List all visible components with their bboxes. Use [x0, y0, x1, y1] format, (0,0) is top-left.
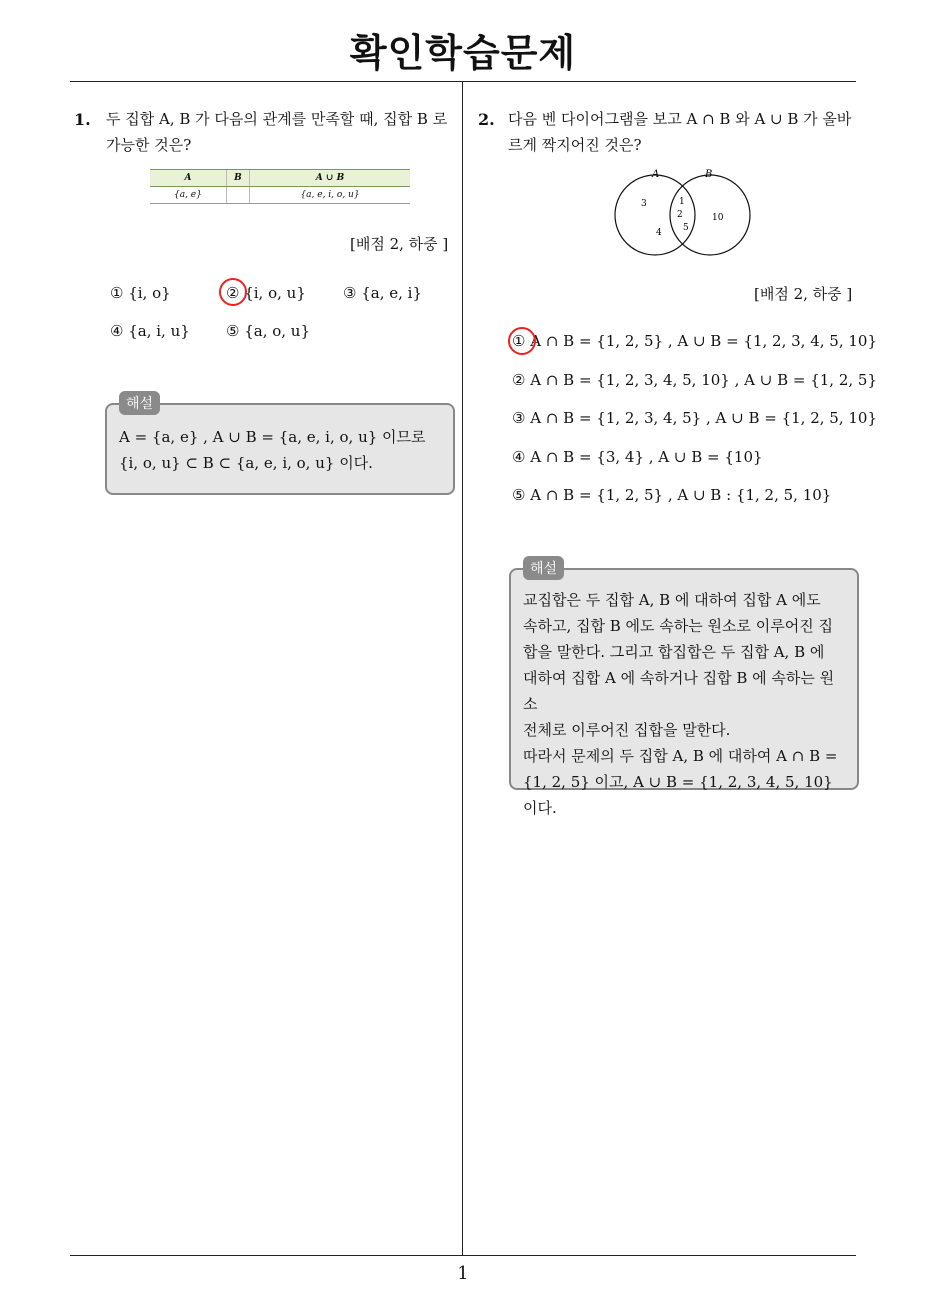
venn-label-b: B	[705, 169, 713, 180]
q2-explanation-line: 교집합은 두 집합 A, B 에 대하여 집합 A 에도	[523, 591, 821, 609]
q1-table	[150, 169, 410, 204]
venn-a-only-value: 3	[641, 199, 647, 209]
q2-explanation-line: 합을 말한다. 그리고 합집합은 두 집합 A, B 에	[523, 643, 825, 661]
q1-table-cell-b	[226, 187, 249, 204]
page-title: 확인학습문제	[349, 31, 577, 75]
venn-intersection-value: 1	[679, 197, 685, 207]
q1-answer-mark	[219, 278, 247, 306]
q1-table-cell-union: {a, e, i, o, u}	[250, 187, 410, 204]
page-number: 1	[457, 1263, 469, 1284]
q1-choice-5[interactable]: ⑤ {a, o, u}	[226, 322, 311, 340]
q1-text	[106, 106, 456, 158]
venn-a-only-value: 4	[656, 228, 662, 238]
q2-number: 2.	[478, 110, 495, 129]
q2-choice-3[interactable]: ③ A ∩ B = {1, 2, 3, 4, 5} , A ∪ B = {1, 2, 5, 10}	[512, 409, 878, 427]
q2-explanation-line: 전체로 이루어진 집합을 말한다.	[523, 721, 731, 739]
q1-explanation-line2: {i, o, u} ⊂ B ⊂ {a, e, i, o, u} 이다.	[119, 454, 373, 472]
q1-table-cell-a: {a, e}	[150, 187, 226, 204]
venn-intersection-value: 2	[677, 210, 683, 220]
q2-choice-4[interactable]: ④ A ∩ B = {3, 4} , A ∪ B = {10}	[512, 448, 763, 466]
q1-explanation-line1: A = {a, e} , A ∪ B = {a, e, i, o, u} 이므로	[119, 428, 426, 446]
venn-set-a-circle	[615, 175, 695, 255]
q1-choice-3[interactable]: ③ {a, e, i}	[343, 284, 422, 302]
venn-intersection-value: 5	[683, 223, 689, 233]
q1-choice-1[interactable]: ① {i, o}	[110, 284, 171, 302]
q1-table-header-a: A	[150, 170, 226, 187]
q2-text-line2: 르게 짝지어진 것은?	[508, 136, 642, 154]
q2-explanation-label: 해설	[523, 556, 564, 580]
q1-explanation-text	[119, 424, 444, 476]
q2-explanation-text	[523, 587, 848, 821]
q2-explanation-line: 속하고, 집합 B 에도 속하는 원소로 이루어진 집	[523, 617, 833, 635]
q2-answer-mark	[508, 327, 536, 355]
q2-explanation-line: {1, 2, 5} 이고, A ∪ B = {1, 2, 3, 4, 5, 10} 이다.	[523, 773, 833, 817]
q1-text-line1: 두 집합 A, B 가 다음의 관계를 만족할 때, 집합 B 로	[106, 110, 448, 128]
q2-explanation-line: 대하여 집합 A 에 속하거나 집합 B 에 속하는 원소	[523, 669, 835, 713]
q1-table-header-b: B	[226, 170, 249, 187]
q2-choice-1[interactable]: ① A ∩ B = {1, 2, 5} , A ∪ B = {1, 2, 3, 4, 5, 10}	[512, 332, 878, 350]
q2-text-line1: 다음 벤 다이어그램을 보고 A ∩ B 와 A ∪ B 가 올바	[508, 110, 852, 128]
q2-text	[508, 106, 860, 158]
q1-explanation-label: 해설	[119, 391, 160, 415]
q1-table-header-union: A ∪ B	[250, 170, 410, 187]
q2-choice-2[interactable]: ② A ∩ B = {1, 2, 3, 4, 5, 10} , A ∪ B = {1, 2, 5}	[512, 371, 878, 389]
q2-choice-5[interactable]: ⑤ A ∩ B = {1, 2, 5} , A ∪ B : {1, 2, 5, 10}	[512, 486, 832, 504]
column-divider	[462, 82, 463, 1256]
q1-score: [배점 2, 하중 ]	[350, 235, 449, 253]
venn-label-a: A	[652, 169, 660, 180]
bottom-rule	[70, 1255, 856, 1256]
venn-b-only-value: 10	[712, 213, 724, 223]
q1-choice-4[interactable]: ④ {a, i, u}	[110, 322, 190, 340]
q1-text-line2: 가능한 것은?	[106, 136, 192, 154]
q2-explanation-line: 따라서 문제의 두 집합 A, B 에 대하여 A ∩ B =	[523, 747, 838, 765]
q1-number: 1.	[74, 110, 91, 129]
venn-diagram	[610, 165, 760, 257]
q2-score: [배점 2, 하중 ]	[754, 285, 853, 303]
top-rule	[70, 81, 856, 82]
q1-choice-2[interactable]: ② {i, o, u}	[226, 284, 306, 302]
